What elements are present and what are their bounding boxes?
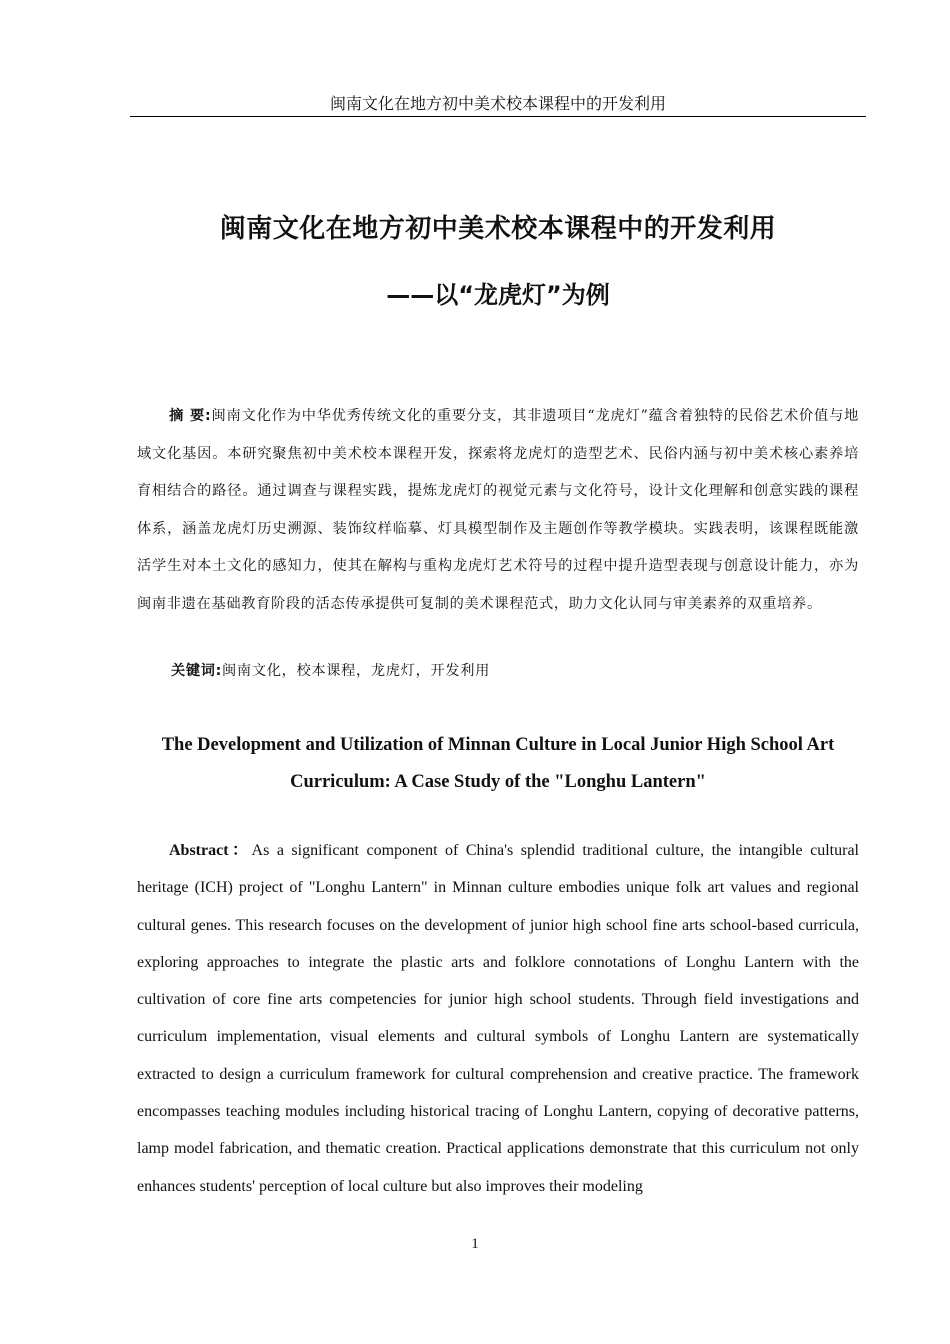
abstract-en-label: Abstract：: [169, 842, 252, 859]
abstract-en-text: As a significant component of China's splendid traditional culture, the intangible cultural heritage (ICH) project of "Longhu Lantern" in Minnan culture embodies unique folk art values and regional cultural genes. This research focuses on the development of junior high school fine arts school-based curricula, exploring approaches to integrate the plastic arts and folklore connotations of Longhu Lantern with the cultivation of core fine arts competencies for junior high school students. Through field investigations and curriculum implementation, visual elements and cultural symbols of Longhu Lantern are systematically extracted to design a curriculum framework for cultural comprehension and creative practice. The framework encompasses teaching modules including historical tracing of Longhu Lantern, copying of decorative patterns, lamp model fabrication, and thematic creation. Practical applications demonstrate that this curriculum not only enhances students' perception of local culture but also improves their modeling: [137, 842, 860, 1195]
abstract-cn: [137, 398, 859, 623]
abstract-cn-label: 摘 要:: [169, 408, 212, 424]
keywords-cn-text: 闽南文化，校本课程，龙虎灯，开发利用: [222, 663, 491, 679]
header-rule: [130, 116, 866, 117]
page-number: 1: [471, 1236, 479, 1252]
abstract-en: [137, 832, 859, 1205]
paper-title-cn: 闽南文化在地方初中美术校本课程中的开发利用: [219, 214, 777, 244]
paper-title-en: The Development and Utilization of Minnan Culture in Local Junior High School Art Curriculum: A Case Study of the "Longhu Lantern": [161, 735, 835, 792]
running-header: 闽南文化在地方初中美术校本课程中的开发利用: [329, 94, 666, 113]
paper-subtitle-cn: ——以“龙虎灯”为例: [386, 281, 610, 309]
abstract-cn-text: 闽南文化作为中华优秀传统文化的重要分支，其非遗项目“龙虎灯”蕴含着独特的民俗艺术价值与地域文化基因。本研究聚焦初中美术校本课程开发，探索将龙虎灯的造型艺术、民俗内涵与初中美术核心素养培育相结合的路径。通过调查与课程实践，提炼龙虎灯的视觉元素与文化符号，设计文化理解和创意实践的课程体系，涵盖龙虎灯历史溯源、装饰纹样临摹、灯具模型制作及主题创作等教学模块。实践表明，该课程既能激活学生对本土文化的感知力，使其在解构与重构龙虎灯艺术符号的过程中提升造型表现与创意设计能力，亦为闽南非遗在基础教育阶段的活态传承提供可复制的美术课程范式，助力文化认同与审美素养的双重培养。: [137, 408, 859, 612]
keywords-cn-label: 关键词:: [171, 663, 223, 679]
keywords-cn: [171, 656, 859, 686]
